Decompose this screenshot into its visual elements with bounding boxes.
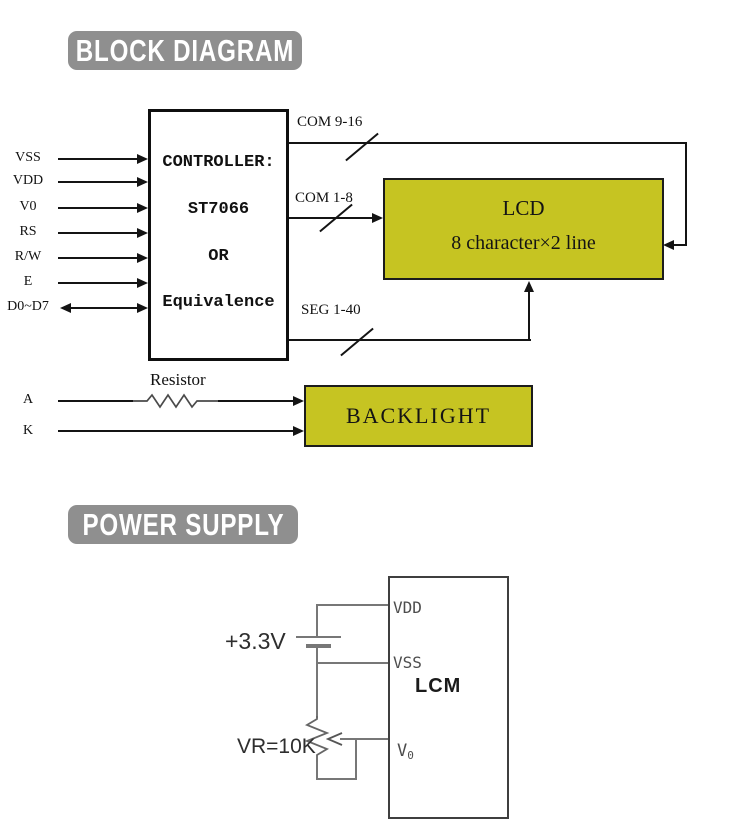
wire-pot-return-v: [355, 739, 357, 780]
power-supply-header-label: POWER SUPPLY: [82, 506, 284, 542]
backlight-label: BACKLIGHT: [345, 403, 492, 428]
pin-label-vss: VSS: [15, 150, 41, 165]
lcd-title: LCD: [502, 196, 545, 220]
arrowhead-rs: [137, 228, 148, 238]
pin-label-rs: RS: [19, 224, 37, 239]
pin-label-vdd: VDD: [12, 173, 44, 188]
wire-pot-return-h: [317, 778, 357, 780]
bus-label-seg140: SEG 1-40: [301, 302, 361, 318]
wire-a-1: [58, 400, 133, 402]
bus-label-com916: COM 9-16: [297, 114, 363, 130]
lcm-title: LCM: [415, 675, 462, 697]
block-diagram-header-label: BLOCK DIAGRAM: [75, 32, 295, 68]
controller-line-4: Equivalence: [162, 293, 275, 312]
arrowhead-com18: [372, 213, 383, 223]
resistor-label: Resistor: [150, 370, 206, 389]
controller-line-3: OR: [208, 247, 229, 266]
wire-d0d7: [70, 307, 139, 309]
wire-vss: [58, 158, 139, 160]
wire-wiper: [340, 738, 388, 740]
battery-plate-long: [296, 636, 341, 638]
bus-seg140-v: [528, 291, 530, 341]
wire-rw: [58, 257, 139, 259]
arrowhead-a: [293, 396, 304, 406]
pin-label-d0d7: D0~D7: [7, 299, 49, 314]
wire-to-pot: [316, 662, 318, 718]
pin-label-a: A: [22, 392, 34, 407]
lcd-subtitle: 8 character×2 line: [451, 232, 596, 254]
controller-line-1: CONTROLLER:: [162, 153, 275, 172]
lcm-pin-vdd: VDD: [393, 598, 422, 617]
pin-label-e: E: [23, 274, 33, 289]
resistor-symbol: [133, 393, 218, 409]
wire-battery-top: [316, 604, 318, 637]
wire-ps-vss: [317, 662, 388, 664]
arrowhead-k: [293, 426, 304, 436]
arrowhead-rw: [137, 253, 148, 263]
arrowhead-com916: [663, 240, 674, 250]
bus-com18-h: [289, 217, 373, 219]
pin-label-rw: R/W: [14, 249, 42, 264]
wire-rs: [58, 232, 139, 234]
lcm-pin-vss: VSS: [393, 653, 422, 672]
wire-ps-vdd: [317, 604, 388, 606]
backlight-box: [304, 385, 533, 447]
bus-com916-slash: [345, 133, 378, 162]
wire-a-2: [218, 400, 294, 402]
power-supply-header: [68, 505, 298, 544]
lcm-pin-v0: [397, 741, 414, 762]
lcm-pin-v0-main: V: [397, 741, 408, 761]
lcd-box: [383, 178, 664, 280]
arrowhead-vss: [137, 154, 148, 164]
bus-com916-v: [685, 142, 687, 246]
wire-vdd: [58, 181, 139, 183]
wire-v0: [58, 207, 139, 209]
vr-label: VR=10K: [237, 735, 316, 758]
wire-e: [58, 282, 139, 284]
controller-box: [148, 109, 289, 361]
arrowhead-d0d7-right: [137, 303, 148, 313]
wiper-arrow-icon: [326, 731, 343, 747]
bus-com916-return: [674, 244, 687, 246]
battery-plate-short: [306, 644, 331, 648]
bus-seg140-slash: [340, 328, 373, 357]
controller-line-2: ST7066: [187, 200, 250, 219]
wire-k: [58, 430, 294, 432]
arrowhead-v0: [137, 203, 148, 213]
pin-label-k: K: [22, 423, 34, 438]
block-diagram-header: [68, 31, 302, 70]
bus-label-com18: COM 1-8: [295, 190, 353, 206]
arrowhead-seg140: [524, 281, 534, 292]
pin-label-v0: V0: [19, 199, 37, 214]
lcm-pin-v0-sub: 0: [407, 749, 414, 762]
bus-com916-h: [289, 142, 687, 144]
arrowhead-vdd: [137, 177, 148, 187]
bus-seg140-h: [289, 339, 531, 341]
arrowhead-e: [137, 278, 148, 288]
battery-voltage-label: +3.3V: [225, 628, 286, 654]
